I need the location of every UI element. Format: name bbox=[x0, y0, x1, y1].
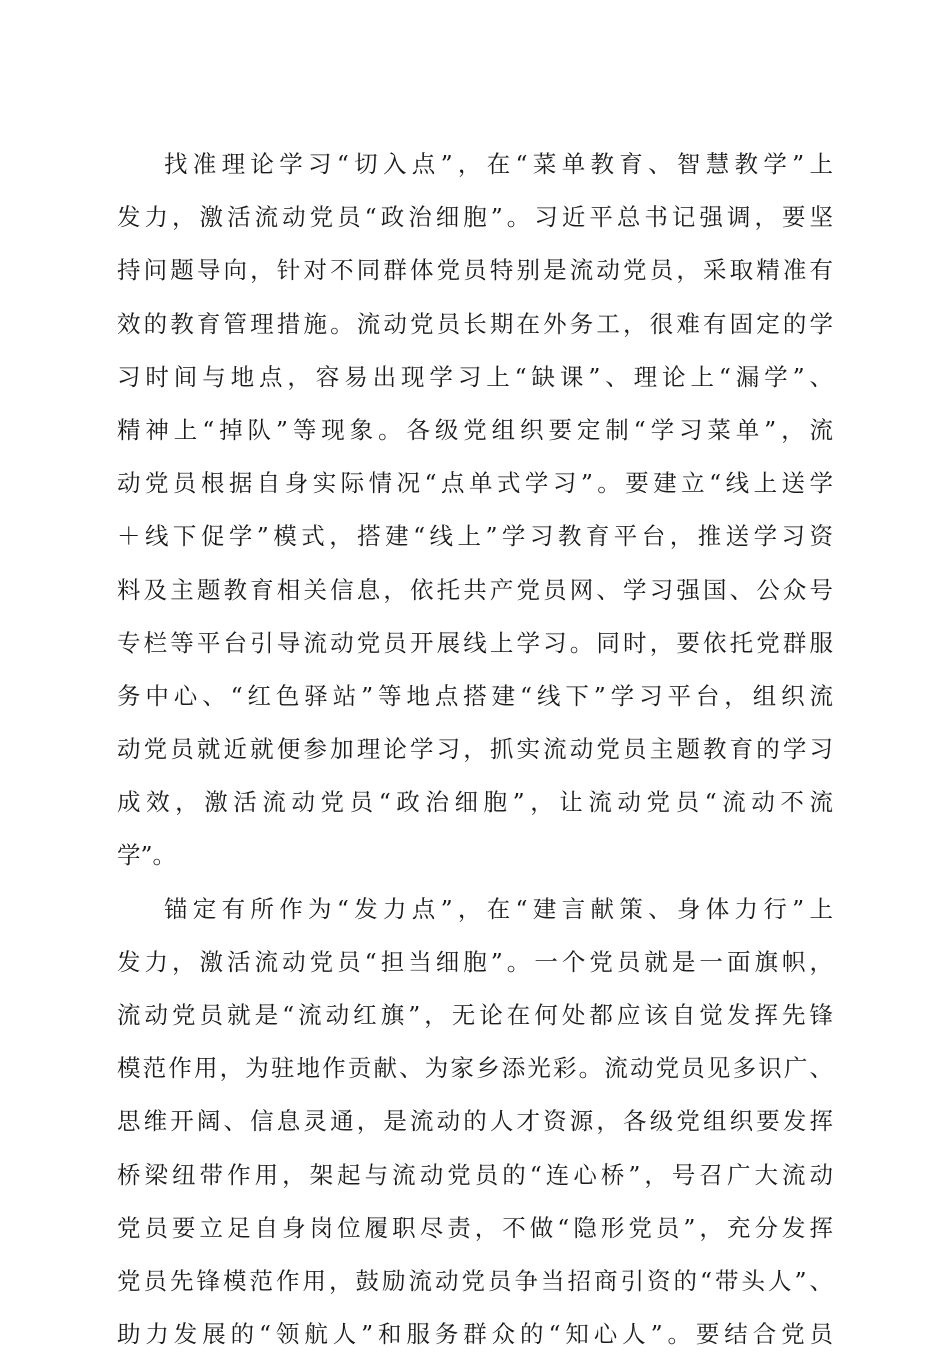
paragraph-line: 成效，激活流动党员“政治细胞”，让流动党员“流动不流 bbox=[117, 788, 833, 817]
paragraph-line: 流动党员就是“流动红旗”，无论在何处都应该自觉发挥先锋 bbox=[117, 1001, 833, 1029]
paragraph-line: 习时间与地点，容易出现学习上“缺课”、理论上“漏学”、 bbox=[117, 362, 833, 391]
document-body bbox=[117, 138, 833, 1361]
paragraph-line: 务中心、“红色驿站”等地点搭建“线下”学习平台，组织流 bbox=[117, 681, 833, 710]
paragraph-line: ＋线下促学”模式，搭建“线上”学习教育平台，推送学习资 bbox=[117, 522, 833, 551]
paragraph-line: 动党员根据自身实际情况“点单式学习”。要建立“线上送学 bbox=[117, 469, 833, 498]
paragraph-theory-study bbox=[117, 138, 833, 883]
paragraph-line: 助力发展的“领航人”和服务群众的“知心人”。要结合党员 bbox=[117, 1320, 833, 1349]
paragraph-taking-action bbox=[117, 883, 833, 1361]
paragraph-line: 精神上“掉队”等现象。各级党组织要定制“学习菜单”，流 bbox=[117, 415, 833, 444]
paragraph-line: 党员先锋模范作用，鼓励流动党员争当招商引资的“带头人”、 bbox=[117, 1266, 833, 1295]
paragraph-line: 模范作用，为驻地作贡献、为家乡添光彩。流动党员见多识广、 bbox=[117, 1054, 833, 1083]
paragraph-line: 党员要立足自身岗位履职尽责，不做“隐形党员”，充分发挥 bbox=[117, 1213, 833, 1242]
paragraph-line: 动党员就近就便参加理论学习，抓实流动党员主题教育的学习 bbox=[117, 735, 833, 764]
paragraph-line: 锚定有所作为“发力点”，在“建言献策、身体力行”上 bbox=[164, 894, 833, 923]
paragraph-line: 桥梁纽带作用，架起与流动党员的“连心桥”，号召广大流动 bbox=[117, 1160, 833, 1189]
paragraph-line: 发力，激活流动党员“担当细胞”。一个党员就是一面旗帜， bbox=[117, 947, 833, 976]
paragraph-line: 专栏等平台引导流动党员开展线上学习。同时，要依托党群服 bbox=[117, 628, 833, 657]
paragraph-line: 找准理论学习“切入点”，在“菜单教育、智慧教学”上 bbox=[164, 150, 833, 178]
paragraph-line: 学”。 bbox=[117, 841, 177, 870]
paragraph-line: 持问题导向，针对不同群体党员特别是流动党员，采取精准有 bbox=[117, 256, 833, 285]
paragraph-line: 料及主题教育相关信息，依托共产党员网、学习强国、公众号 bbox=[117, 575, 833, 604]
paragraph-line: 发力，激活流动党员“政治细胞”。习近平总书记强调，要坚 bbox=[117, 203, 833, 232]
paragraph-line: 效的教育管理措施。流动党员长期在外务工，很难有固定的学 bbox=[117, 309, 833, 338]
paragraph-line: 思维开阔、信息灵通，是流动的人才资源，各级党组织要发挥 bbox=[117, 1107, 833, 1136]
